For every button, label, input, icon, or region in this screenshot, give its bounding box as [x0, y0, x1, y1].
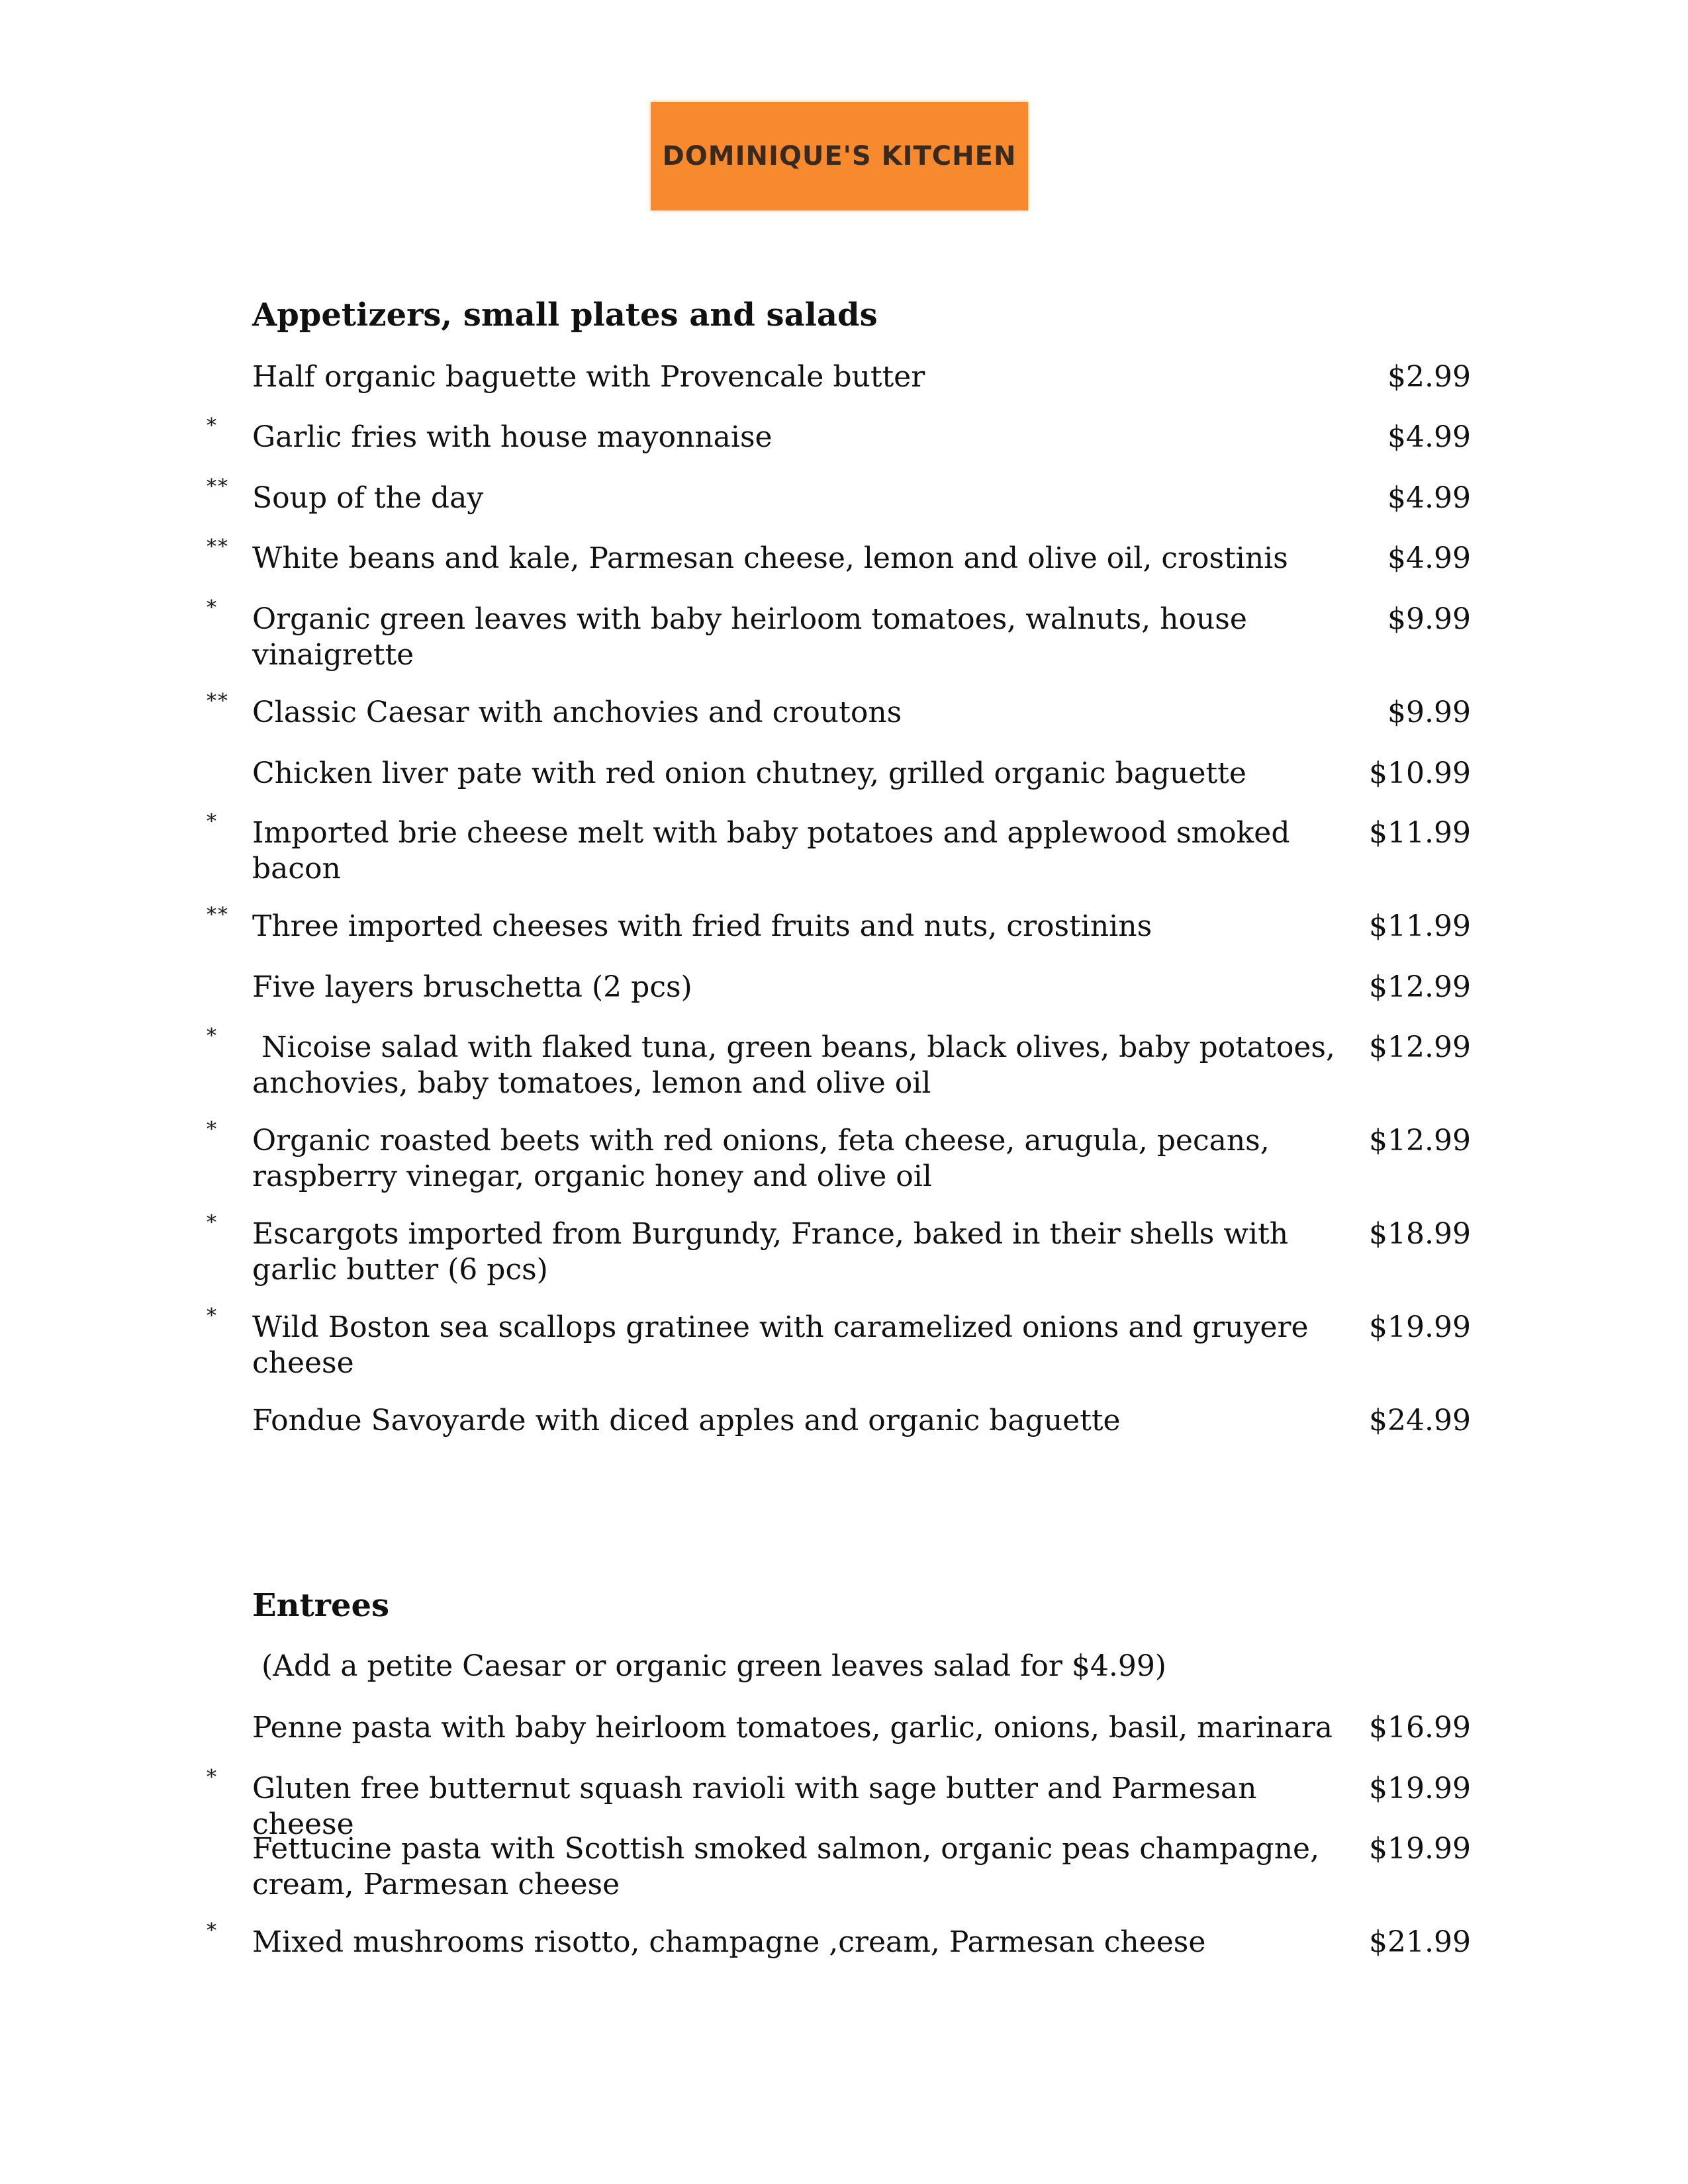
dietary-marker: *	[207, 1024, 218, 1048]
dietary-marker: *	[207, 1919, 218, 1942]
logo-text: DOMINIQUE'S KITCHEN	[662, 141, 1017, 171]
item-description: Garlic fries with house mayonnaise	[252, 420, 773, 454]
item-description: Five layers bruschetta (2 pcs)	[252, 970, 692, 1004]
item-price: $19.99	[1369, 1772, 1471, 1805]
item-description: Organic green leaves with baby heirloom tomatoes, walnuts, house vinaigrette	[252, 602, 1247, 672]
item-price: $11.99	[1369, 816, 1471, 850]
item-description: Mixed mushrooms risotto, champagne ,cream, Parmesan cheese	[252, 1925, 1206, 1959]
dietary-marker: **	[207, 690, 229, 713]
dietary-marker: **	[207, 535, 229, 559]
item-price: $9.99	[1387, 602, 1471, 636]
item-description: Fettucine pasta with Scottish smoked salmon, organic peas champagne, cream, Parmesan cheese	[252, 1832, 1320, 1901]
item-description: Half organic baguette with Provencale butter	[252, 360, 925, 394]
section-title-appetizers: Appetizers, small plates and salads	[252, 296, 878, 334]
item-description: Soup of the day	[252, 481, 484, 515]
item-price: $12.99	[1369, 970, 1471, 1004]
item-price: $9.99	[1387, 696, 1471, 729]
item-description: Penne pasta with baby heirloom tomatoes, garlic, onions, basil, marinara	[252, 1711, 1333, 1745]
item-price: $4.99	[1387, 541, 1471, 575]
item-price: $4.99	[1387, 481, 1471, 515]
dietary-marker: *	[207, 414, 218, 437]
dietary-marker: *	[207, 1766, 218, 1789]
item-price: $12.99	[1369, 1030, 1471, 1064]
entrees-note: (Add a petite Caesar or organic green leaves salad for $4.99)	[252, 1649, 1166, 1683]
item-description: White beans and kale, Parmesan cheese, lemon and olive oil, crostinis	[252, 541, 1288, 575]
item-description: Wild Boston sea scallops gratinee with caramelized onions and gruyere cheese	[252, 1310, 1309, 1380]
item-description: Fondue Savoyarde with diced apples and organic baguette	[252, 1404, 1121, 1437]
dietary-marker: *	[207, 1211, 218, 1234]
item-description: Classic Caesar with anchovies and croutons	[252, 696, 902, 729]
dietary-marker: *	[207, 596, 218, 619]
item-price: $16.99	[1369, 1711, 1471, 1745]
item-description: Chicken liver pate with red onion chutney, grilled organic baguette	[252, 756, 1246, 790]
item-price: $24.99	[1369, 1404, 1471, 1437]
item-price: $11.99	[1369, 909, 1471, 943]
dietary-marker: *	[207, 810, 218, 833]
item-price: $19.99	[1369, 1832, 1471, 1866]
item-description: Three imported cheeses with fried fruits and nuts, crostinins	[252, 909, 1152, 943]
dietary-marker: *	[207, 1118, 218, 1141]
item-description: Imported brie cheese melt with baby potatoes and applewood smoked bacon	[252, 816, 1290, 886]
dietary-marker: **	[207, 903, 229, 927]
item-price: $21.99	[1369, 1925, 1471, 1959]
dietary-marker: *	[207, 1304, 218, 1328]
item-price: $4.99	[1387, 420, 1471, 454]
section-title-entrees: Entrees	[252, 1587, 390, 1624]
item-description: Organic roasted beets with red onions, feta cheese, arugula, pecans, raspberry vinegar, organic honey and olive oil	[252, 1124, 1270, 1193]
item-description: Escargots imported from Burgundy, France, baked in their shells with garlic butter (6 pcs)	[252, 1217, 1289, 1287]
item-description: Nicoise salad with flaked tuna, green beans, black olives, baby potatoes, anchovies, baby tomatoes, lemon and olive oil	[252, 1030, 1344, 1100]
item-price: $12.99	[1369, 1124, 1471, 1158]
item-price: $19.99	[1369, 1310, 1471, 1344]
item-price: $18.99	[1369, 1217, 1471, 1251]
dietary-marker: **	[207, 475, 229, 498]
restaurant-logo	[651, 102, 1028, 210]
item-description: Gluten free butternut squash ravioli with sage butter and Parmesan cheese	[252, 1772, 1257, 1841]
item-price: $2.99	[1387, 360, 1471, 394]
item-price: $10.99	[1369, 756, 1471, 790]
